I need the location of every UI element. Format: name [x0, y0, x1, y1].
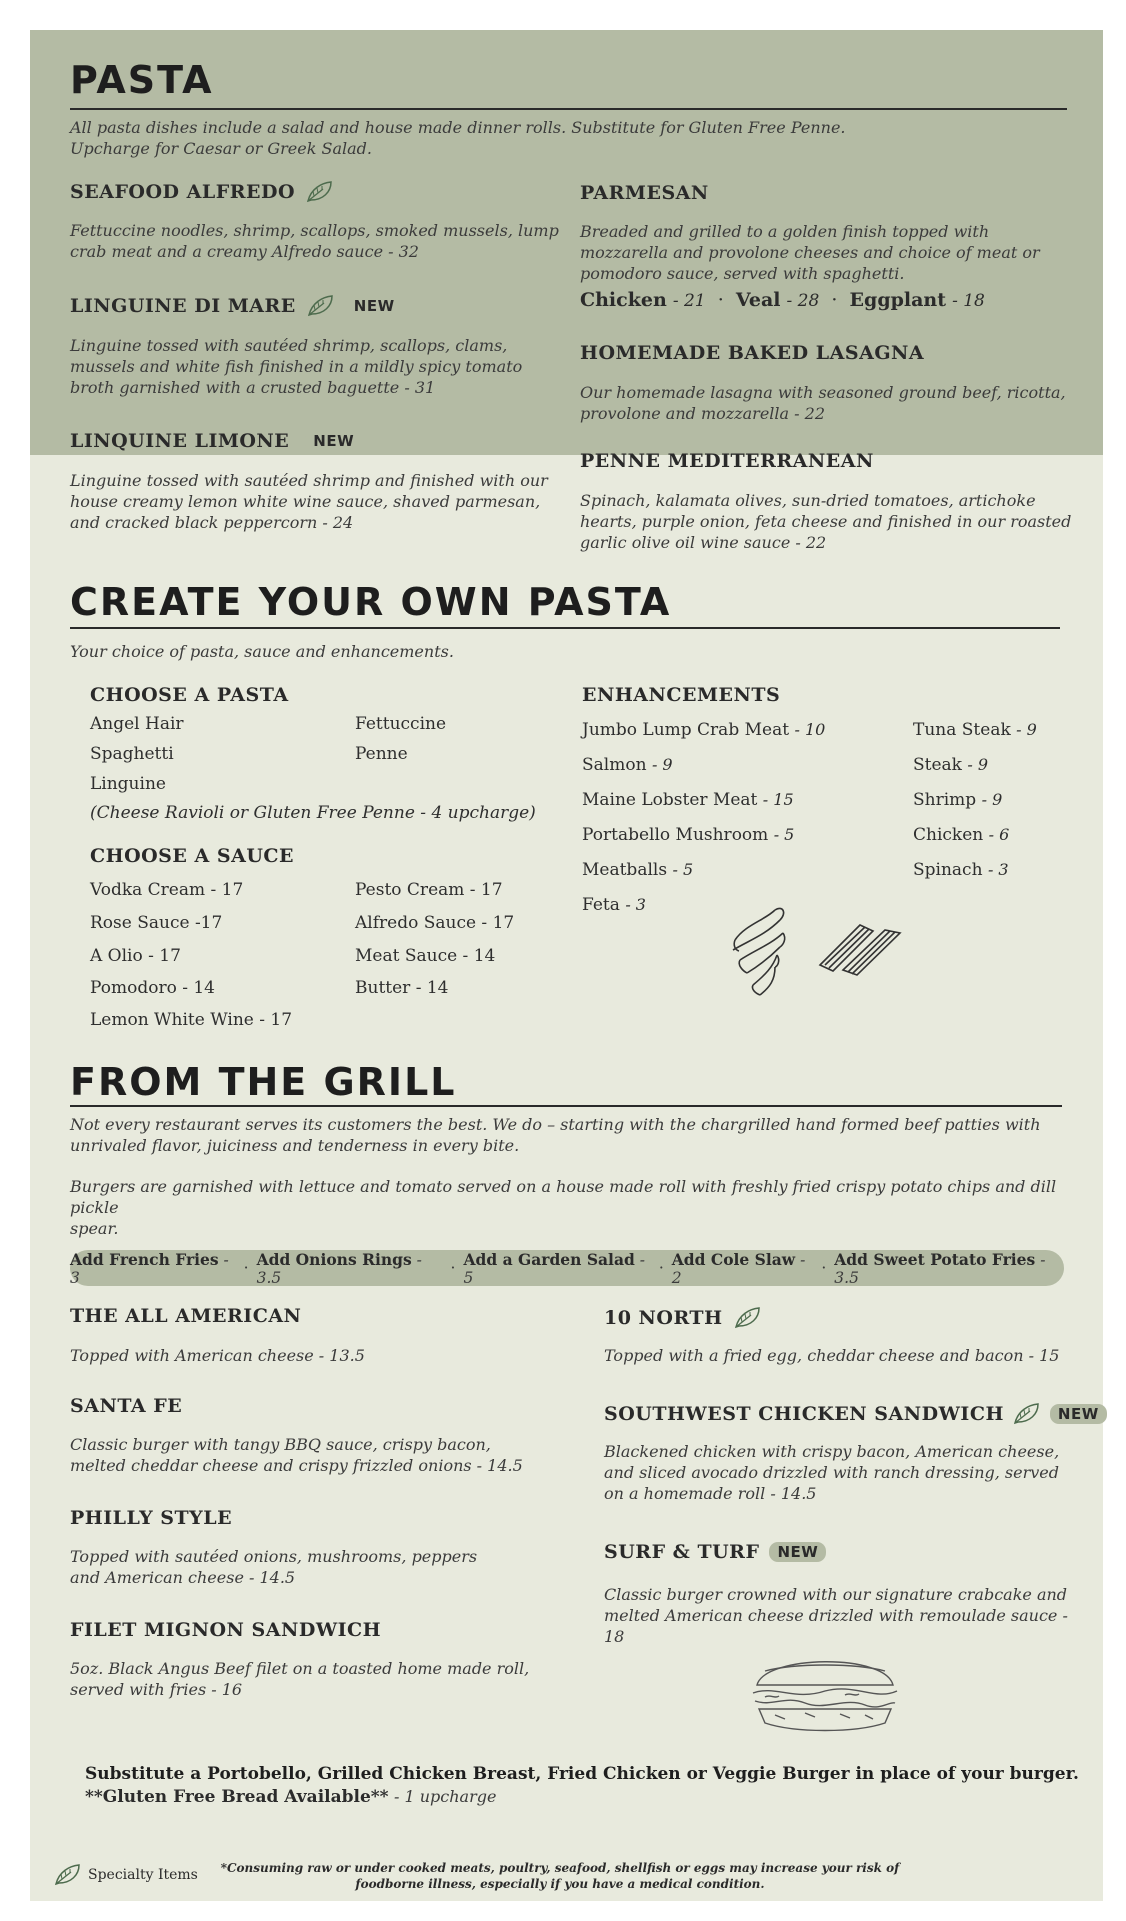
choose-pasta-heading: CHOOSE A PASTA [90, 684, 289, 706]
enhancement-price: - 9 [967, 755, 989, 774]
pasta-option: Penne [355, 744, 408, 764]
sauce-option: Lemon White Wine - 17 [90, 1010, 293, 1030]
option-name: Chicken [580, 289, 667, 311]
addon-item [834, 1250, 1064, 1287]
enhancement-price: - 9 [1016, 720, 1037, 739]
separator: · [243, 1259, 249, 1277]
leaf-icon [1012, 1401, 1042, 1427]
dish-name: PHILLY STYLE [70, 1507, 233, 1529]
dish-desc: Our homemade lasagna with seasoned ground beef, ricotta, provolone and mozzarella - 22 [580, 383, 1066, 423]
dish-desc: Topped with American cheese - 13.5 [70, 1346, 365, 1365]
enhancement-price: - 5 [773, 825, 795, 844]
enhancement-name: Salmon [582, 755, 647, 775]
enhancement-item [582, 860, 693, 880]
substitute-note: Substitute a Portobello, Grilled Chicken Breast, Fried Chicken or Veggie Burger in place of your burger. [85, 1764, 1079, 1784]
enhancement-item [913, 720, 1037, 740]
enhancement-item [913, 860, 1009, 880]
enhancement-price: - 5 [672, 860, 694, 879]
enhancement-item [582, 895, 646, 915]
option-name: Eggplant [849, 289, 947, 311]
enhancement-item [582, 720, 825, 740]
enhancement-item [582, 825, 794, 845]
enhancement-item [913, 790, 1002, 810]
enhancement-name: Meatballs [582, 860, 668, 880]
create-intro: Your choice of pasta, sauce and enhancements. [70, 642, 454, 661]
addon-price: - 3.5 [834, 1250, 1046, 1287]
create-title-rule [70, 627, 1060, 629]
grill-intro-1 [70, 1114, 1070, 1156]
grill-intro-2 [70, 1176, 1070, 1239]
addon-price: - 2 [671, 1250, 806, 1287]
new-badge: NEW [305, 431, 362, 451]
dish-linquine-limone [70, 430, 362, 452]
pasta-option: Linguine [90, 774, 166, 794]
health-warning-line1: *Consuming raw or under cooked meats, poultry, seafood, shellfish or eggs may increase your risk of [220, 1861, 900, 1875]
new-badge: NEW [769, 1542, 826, 1562]
option-name: Veal [735, 289, 781, 311]
grill-intro-2-line2: spear. [70, 1219, 119, 1238]
burger-illustration-icon [745, 1645, 905, 1740]
enhancement-price: - 15 [762, 790, 794, 809]
dish-desc: Spinach, kalamata olives, sun-dried tomatoes, artichoke hearts, purple onion, feta cheese and finished in our roasted garlic olive oil wine sauce - 22 [580, 491, 1072, 552]
addon-name: Add French Fries [70, 1249, 219, 1269]
grill-intro-2-line1: Burgers are garnished with lettuce and tomato served on a house made roll with freshly fried crispy potato chips and dill pickle [70, 1177, 1057, 1217]
dish-filet-mignon [70, 1619, 381, 1641]
sauce-option: Butter - 14 [355, 978, 449, 998]
enhancement-item [913, 755, 988, 775]
dish-desc: Breaded and grilled to a golden finish topped with mozzarella and provolone cheeses and choice of meat or pomodoro sauce, served with spaghetti. [580, 222, 1040, 283]
pasta-option: Spaghetti [90, 744, 174, 764]
enhancement-name: Spinach [913, 860, 983, 880]
addon-price: - 3.5 [256, 1250, 422, 1287]
health-warning-line2: foodborne illness, especially if you have a medical condition. [355, 1877, 765, 1891]
dish-name: LINQUINE LIMONE [70, 430, 290, 452]
sauce-option: Pomodoro - 14 [90, 978, 216, 998]
separator: · [658, 1259, 664, 1277]
dish-desc: Classic burger with tangy BBQ sauce, crispy bacon, melted cheddar cheese and crispy frizzled onions - 14.5 [70, 1435, 523, 1475]
enhancement-item [582, 790, 794, 810]
dish-surf-turf [604, 1541, 826, 1563]
dish-desc: Linguine tossed with sautéed shrimp and finished with our house creamy lemon white wine sauce, shaved parmesan, and cracked black peppercorn - 24 [70, 471, 548, 532]
dish-all-american [70, 1305, 301, 1327]
grill-section-title: FROM THE GRILL [70, 1060, 457, 1104]
dish-name: HOMEMADE BAKED LASAGNA [580, 342, 925, 364]
specialty-legend [52, 1862, 198, 1888]
enhancement-name: Tuna Steak [913, 720, 1011, 740]
enhancements-heading: ENHANCEMENTS [582, 684, 781, 706]
leaf-icon [733, 1305, 763, 1331]
dish-santa-fe [70, 1395, 182, 1417]
dish-desc: Fettuccine noodles, shrimp, scallops, smoked mussels, lump crab meat and a creamy Alfredo sauce - 32 [70, 221, 559, 261]
addon-item [463, 1250, 650, 1287]
pasta-option: Fettuccine [355, 714, 447, 734]
enhancement-price: - 9 [981, 790, 1003, 809]
new-badge: NEW [346, 296, 403, 316]
dish-seafood-alfredo [70, 179, 335, 205]
dish-name: 10 NORTH [604, 1307, 723, 1329]
grill-title-rule [70, 1105, 1062, 1107]
pasta-note: (Cheese Ravioli or Gluten Free Penne - 4 upcharge) [90, 803, 536, 823]
sauce-option: Rose Sauce -17 [90, 913, 223, 933]
dish-name: SURF & TURF [604, 1541, 760, 1563]
pasta-intro-line2: Upcharge for Caesar or Greek Salad. [70, 139, 372, 158]
addon-price: - 5 [463, 1250, 646, 1287]
choose-sauce-heading: CHOOSE A SAUCE [90, 845, 294, 867]
sauce-option: Meat Sauce - 14 [355, 946, 496, 966]
dish-desc: 5oz. Black Angus Beef filet on a toasted home made roll, served with fries - 16 [70, 1659, 530, 1699]
dish-name: SANTA FE [70, 1395, 183, 1417]
addon-name: Add a Garden Salad [463, 1249, 635, 1269]
enhancement-name: Shrimp [913, 790, 977, 810]
sauce-option: Alfredo Sauce - 17 [355, 913, 515, 933]
sauce-option: Pesto Cream - 17 [355, 880, 503, 900]
dish-name: PARMESAN [580, 182, 709, 204]
sauce-option: Vodka Cream - 17 [90, 880, 244, 900]
addon-price: - 3 [70, 1250, 229, 1287]
dish-southwest-chicken [604, 1401, 1107, 1427]
sauce-option: A Olio - 17 [90, 946, 181, 966]
dish-desc: Linguine tossed with sautéed shrimp, scallops, clams, mussels and white fish finished in a mildly spicy tomato broth garnished with a crusted baguette - 31 [70, 336, 523, 397]
leaf-icon [305, 179, 335, 205]
enhancement-item [913, 825, 1009, 845]
enhancement-name: Chicken [913, 825, 984, 845]
enhancement-price: - 3 [987, 860, 1009, 879]
dish-desc: Topped with sautéed onions, mushrooms, peppers and American cheese - 14.5 [70, 1547, 478, 1587]
pasta-section-title: PASTA [70, 58, 214, 102]
separator: · [821, 1259, 827, 1277]
health-warning [210, 1860, 910, 1892]
dish-10-north [604, 1305, 763, 1331]
dish-name: PENNE MEDITERRANEAN [580, 450, 874, 472]
dish-name: THE ALL AMERICAN [70, 1305, 302, 1327]
gluten-free-text: **Gluten Free Bread Available** [85, 1787, 389, 1807]
enhancement-price: - 6 [988, 825, 1010, 844]
dish-desc: Classic burger crowned with our signature crabcake and melted American cheese drizzled with remoulade sauce - 18 [604, 1585, 1068, 1646]
addon-name: Add Sweet Potato Fries [834, 1249, 1036, 1269]
dish-philly-style [70, 1507, 232, 1529]
option-price: - 18 [952, 291, 985, 311]
dish-desc: Topped with a fried egg, cheddar cheese and bacon - 15 [604, 1346, 1060, 1365]
enhancement-name: Jumbo Lump Crab Meat [582, 720, 790, 740]
addon-name: Add Cole Slaw [671, 1249, 796, 1269]
enhancement-item [582, 755, 673, 775]
pasta-title-rule [70, 108, 1067, 110]
addon-item [672, 1250, 814, 1287]
dish-name: FILET MIGNON SANDWICH [70, 1619, 382, 1641]
enhancement-price: - 3 [625, 895, 646, 914]
gluten-free-price: - 1 upcharge [393, 1787, 497, 1806]
dish-lasagna [580, 342, 924, 364]
option-price: - 21 [672, 291, 706, 311]
enhancement-price: - 10 [794, 720, 826, 739]
grill-intro-1-line2: unrivaled flavor, juiciness and tenderness in every bite. [70, 1136, 520, 1155]
addon-name: Add Onions Rings [256, 1249, 412, 1269]
enhancement-name: Maine Lobster Meat [582, 790, 758, 810]
leaf-icon [306, 293, 336, 319]
enhancement-name: Portabello Mushroom [582, 825, 769, 845]
leaf-icon [52, 1862, 84, 1888]
new-badge: NEW [1050, 1404, 1107, 1424]
pasta-option: Angel Hair [90, 714, 184, 734]
separator: · [831, 289, 838, 311]
separator: · [717, 289, 724, 311]
dish-linguine-di-mare [70, 293, 403, 319]
addon-item [70, 1250, 236, 1287]
enhancement-price: - 9 [651, 755, 673, 774]
pasta-intro-line1: All pasta dishes include a salad and house made dinner rolls. Substitute for Gluten Free Penne. [70, 118, 846, 137]
gluten-free-note [85, 1787, 496, 1807]
grill-intro-1-line1: Not every restaurant serves its customers the best. We do – starting with the chargrilled hand formed beef patties with [70, 1115, 1041, 1134]
pasta-illustration-icon [725, 895, 915, 1000]
dish-name: SEAFOOD ALFREDO [70, 181, 296, 203]
specialty-legend-label: Specialty Items [88, 1867, 198, 1883]
pasta-intro [70, 117, 1060, 159]
dish-parmesan [580, 182, 709, 204]
addons-bar [70, 1250, 1064, 1286]
dish-name: LINGUINE DI MARE [70, 295, 296, 317]
addon-item [257, 1250, 443, 1287]
option-price: - 28 [786, 291, 820, 311]
create-section-title: CREATE YOUR OWN PASTA [70, 580, 672, 624]
parmesan-options [580, 289, 985, 311]
dish-penne-mediterranean [580, 450, 874, 472]
enhancement-name: Feta [582, 895, 620, 915]
enhancement-name: Steak [913, 755, 962, 775]
dish-name: SOUTHWEST CHICKEN SANDWICH [604, 1403, 1004, 1425]
dish-desc: Blackened chicken with crispy bacon, American cheese, and sliced avocado drizzled with ranch dressing, served on a homemade roll - 14.5 [604, 1442, 1060, 1503]
separator: · [450, 1259, 456, 1277]
